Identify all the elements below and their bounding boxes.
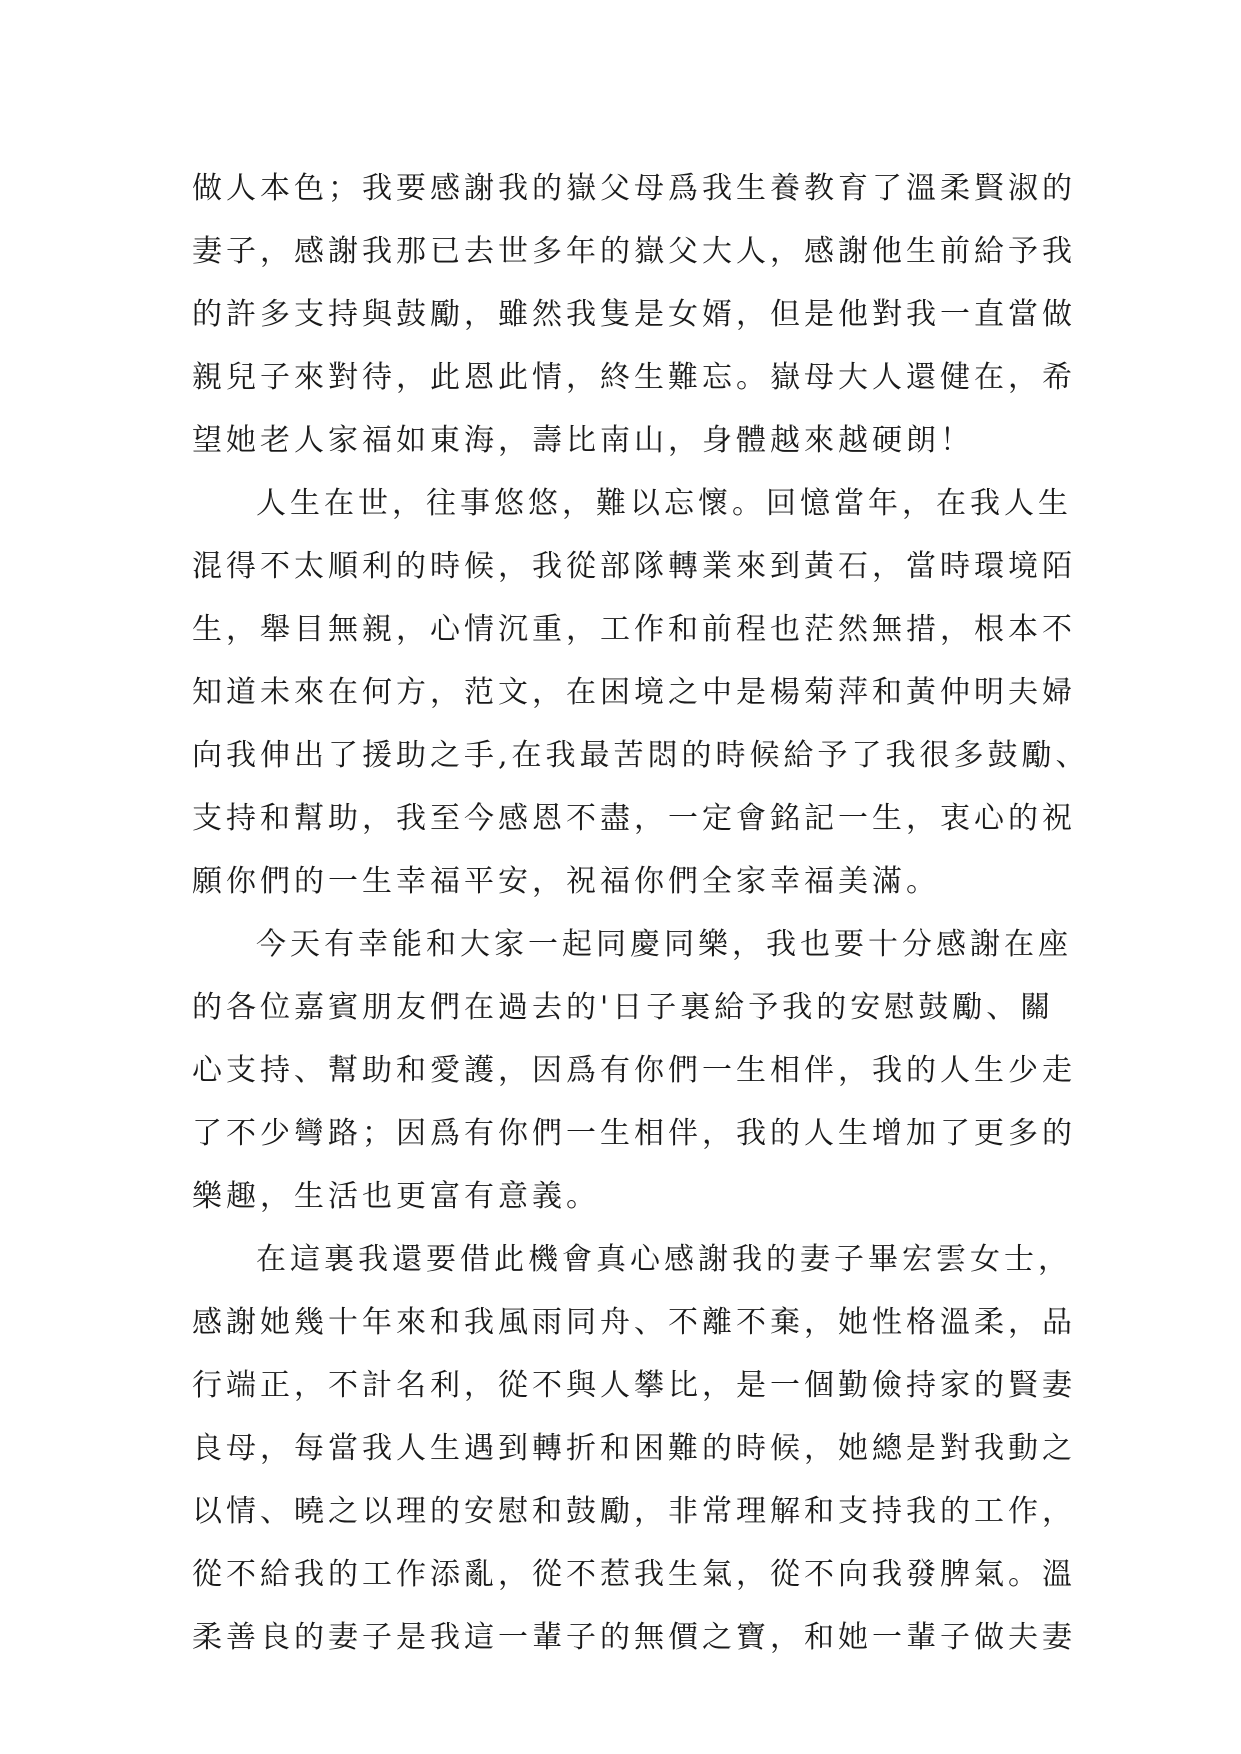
- text-line: 良母，每當我人生遇到轉折和困難的時候，她總是對我動之: [192, 1431, 1076, 1466]
- document-body: [192, 157, 1090, 1669]
- text-line: 親兒子來對待，此恩此情，終生難忘。嶽母大人還健在，希: [192, 360, 1076, 395]
- text-line: 柔善良的妻子是我這一輩子的無價之寶，和她一輩子做夫妻: [192, 1620, 1076, 1655]
- text-line: 生，舉目無親，心情沉重，工作和前程也茫然無措，根本不: [192, 612, 1076, 647]
- text-line: 的各位嘉賓朋友們在過去的'日子裏給予我的安慰鼓勵、關: [192, 990, 1055, 1025]
- text-line: 做人本色；我要感謝我的嶽父母爲我生養教育了溫柔賢淑的: [192, 171, 1076, 206]
- text-line: 支持和幫助，我至今感恩不盡，一定會銘記一生，衷心的祝: [192, 801, 1076, 836]
- paragraph-start-line: 在這裏我還要借此機會真心感謝我的妻子畢宏雲女士，: [256, 1242, 1072, 1277]
- paragraph-start-line: 今天有幸能和大家一起同慶同樂，我也要十分感謝在座: [256, 927, 1072, 962]
- text-line: 樂趣，生活也更富有意義。: [192, 1179, 600, 1214]
- text-line: 了不少彎路；因爲有你們一生相伴，我的人生增加了更多的: [192, 1116, 1076, 1151]
- text-line: 向我伸出了援助之手,在我最苦悶的時候給予了我很多鼓勵、: [192, 738, 1090, 773]
- text-line: 知道未來在何方，范文，在困境之中是楊菊萍和黃仲明夫婦: [192, 675, 1076, 710]
- text-line: 混得不太順利的時候，我從部隊轉業來到黃石，當時環境陌: [192, 549, 1076, 584]
- text-line: 的許多支持與鼓勵，雖然我隻是女婿，但是他對我一直當做: [192, 297, 1076, 332]
- text-line: 感謝她幾十年來和我風雨同舟、不離不棄，她性格溫柔，品: [192, 1305, 1076, 1340]
- text-line: 心支持、幫助和愛護，因爲有你們一生相伴，我的人生少走: [192, 1053, 1076, 1088]
- text-line: 以情、曉之以理的安慰和鼓勵，非常理解和支持我的工作，: [192, 1494, 1076, 1529]
- text-line: 行端正，不計名利，從不與人攀比，是一個勤儉持家的賢妻: [192, 1368, 1076, 1403]
- paragraph-start-line: 人生在世，往事悠悠，難以忘懷。回憶當年，在我人生: [256, 486, 1072, 521]
- text-line: 妻子，感謝我那已去世多年的嶽父大人，感謝他生前給予我: [192, 234, 1076, 269]
- text-line: 願你們的一生幸福平安，祝福你們全家幸福美滿。: [192, 864, 940, 899]
- text-line: 從不給我的工作添亂，從不惹我生氣，從不向我發脾氣。溫: [192, 1557, 1076, 1592]
- text-line: 望她老人家福如東海，壽比南山，身體越來越硬朗！: [192, 423, 974, 458]
